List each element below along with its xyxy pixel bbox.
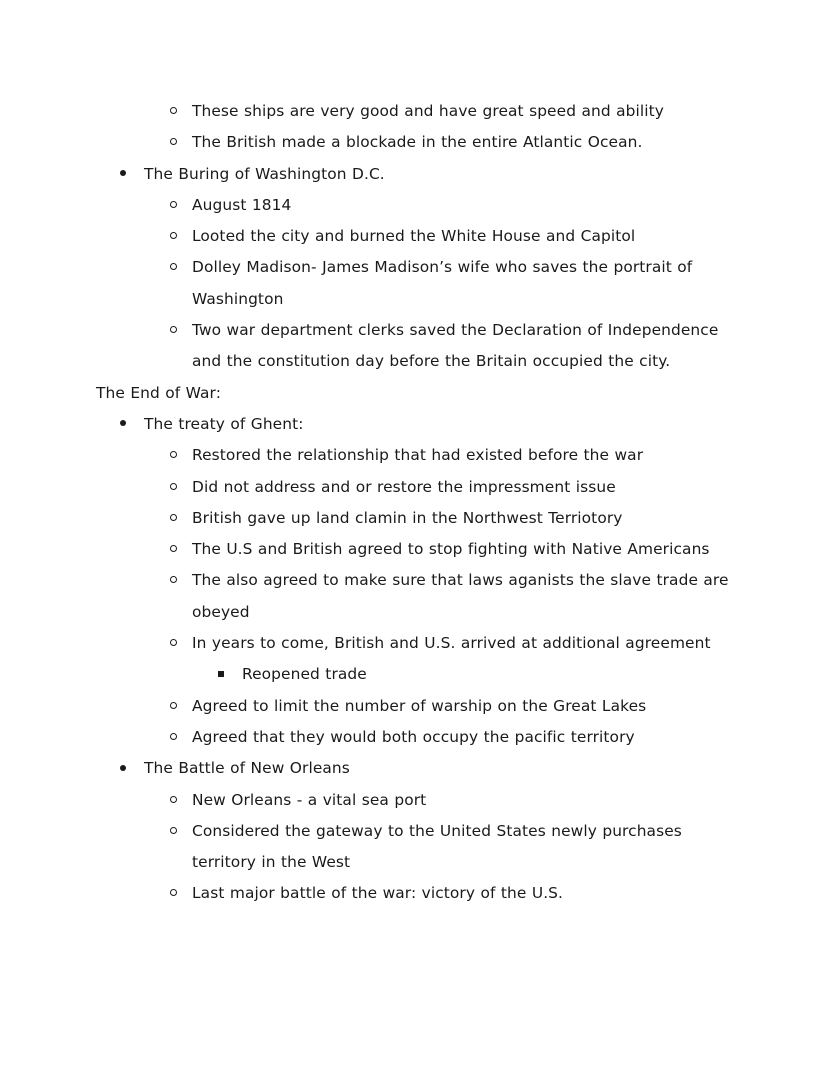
filled-square-bullet-icon: [218, 659, 244, 690]
bullet-glyph: [170, 326, 177, 333]
bullet-glyph: [170, 702, 177, 709]
bullet-glyph: [170, 514, 177, 521]
hollow-circle-bullet-icon: [170, 565, 196, 596]
bullet-glyph: [170, 483, 177, 490]
bullet-glyph: [218, 671, 224, 677]
hollow-circle-bullet-icon: [170, 127, 196, 158]
section-heading-text: The End of War:: [96, 383, 221, 402]
hollow-circle-bullet-icon: [170, 315, 196, 346]
hollow-circle-bullet-icon: [170, 878, 196, 909]
list-item-text: Reopened trade: [242, 665, 367, 684]
list-item-text: Restored the relationship that had existed before the war: [192, 446, 644, 465]
list-item-text: The treaty of Ghent:: [144, 414, 304, 433]
bullet-glyph: [120, 170, 126, 176]
list-item: [96, 409, 732, 440]
list-item-text: Considered the gateway to the United States newly purchases territory in the West: [192, 821, 682, 872]
list-item: [96, 816, 732, 879]
list-item: [96, 127, 732, 158]
hollow-circle-bullet-icon: [170, 440, 196, 471]
bullet-glyph: [170, 451, 177, 458]
hollow-circle-bullet-icon: [170, 534, 196, 565]
list-item: [96, 96, 732, 127]
filled-circle-bullet-icon: [120, 753, 146, 784]
list-item-text: The Buring of Washington D.C.: [144, 164, 385, 183]
list-item-text: Dolley Madison- James Madison’s wife who saves the portrait of Washington: [192, 258, 693, 308]
hollow-circle-bullet-icon: [170, 190, 196, 221]
list-item: [96, 565, 732, 628]
bullet-glyph: [170, 107, 177, 114]
list-item: [96, 503, 732, 534]
list-item-text: The Battle of New Orleans: [144, 759, 350, 778]
list-item: [96, 628, 732, 659]
list-item-text: British gave up land clamin in the Northwest Terriotory: [192, 508, 623, 527]
list-item-text: Agreed that they would both occupy the pacific territory: [192, 727, 635, 746]
section-heading: [96, 378, 732, 409]
list-item: [96, 785, 732, 816]
list-item-text: The U.S and British agreed to stop fighting with Native Americans: [192, 540, 710, 559]
bullet-glyph: [170, 576, 177, 583]
bullet-glyph: [170, 889, 177, 896]
list-item: [96, 190, 732, 221]
filled-circle-bullet-icon: [120, 159, 146, 190]
bullet-glyph: [170, 733, 177, 740]
outline-list: [96, 96, 732, 910]
bullet-glyph: [170, 545, 177, 552]
bullet-glyph: [170, 138, 177, 145]
hollow-circle-bullet-icon: [170, 722, 196, 753]
hollow-circle-bullet-icon: [170, 785, 196, 816]
bullet-glyph: [170, 796, 177, 803]
list-item: [96, 221, 732, 252]
list-item: [96, 691, 732, 722]
bullet-glyph: [120, 765, 126, 771]
list-item-text: Did not address and or restore the impressment issue: [192, 477, 616, 496]
bullet-glyph: [170, 639, 177, 646]
list-item-text: The also agreed to make sure that laws aganists the slave trade are obeyed: [192, 571, 729, 621]
hollow-circle-bullet-icon: [170, 221, 196, 252]
bullet-glyph: [170, 201, 177, 208]
list-item: [96, 315, 732, 378]
hollow-circle-bullet-icon: [170, 472, 196, 503]
list-item-text: In years to come, British and U.S. arrived at additional agreement: [192, 634, 711, 653]
hollow-circle-bullet-icon: [170, 628, 196, 659]
list-item-text: New Orleans - a vital sea port: [192, 790, 427, 809]
hollow-circle-bullet-icon: [170, 503, 196, 534]
list-item-text: The British made a blockade in the entire Atlantic Ocean.: [192, 133, 643, 152]
list-item: [96, 472, 732, 503]
list-item-text: These ships are very good and have great speed and ability: [192, 102, 664, 120]
list-item: [96, 440, 732, 471]
hollow-circle-bullet-icon: [170, 816, 196, 847]
bullet-glyph: [170, 263, 177, 270]
list-item-text: Two war department clerks saved the Declaration of Independence and the constitution day before the Britain occupied the city.: [192, 321, 719, 371]
filled-circle-bullet-icon: [120, 409, 146, 440]
list-item-text: Looted the city and burned the White House and Capitol: [192, 227, 636, 246]
list-item: [96, 722, 732, 753]
bullet-glyph: [170, 232, 177, 239]
list-item: [96, 659, 732, 690]
hollow-circle-bullet-icon: [170, 252, 196, 283]
list-item: [96, 878, 732, 909]
bullet-glyph: [170, 827, 177, 834]
list-item: [96, 159, 732, 190]
hollow-circle-bullet-icon: [170, 691, 196, 722]
bullet-glyph: [120, 420, 126, 426]
list-item: [96, 534, 732, 565]
list-item-text: August 1814: [192, 195, 292, 214]
list-item-text: Agreed to limit the number of warship on the Great Lakes: [192, 696, 647, 715]
hollow-circle-bullet-icon: [170, 96, 196, 127]
list-item: [96, 252, 732, 315]
list-item-text: Last major battle of the war: victory of the U.S.: [192, 884, 564, 903]
list-item: [96, 753, 732, 784]
